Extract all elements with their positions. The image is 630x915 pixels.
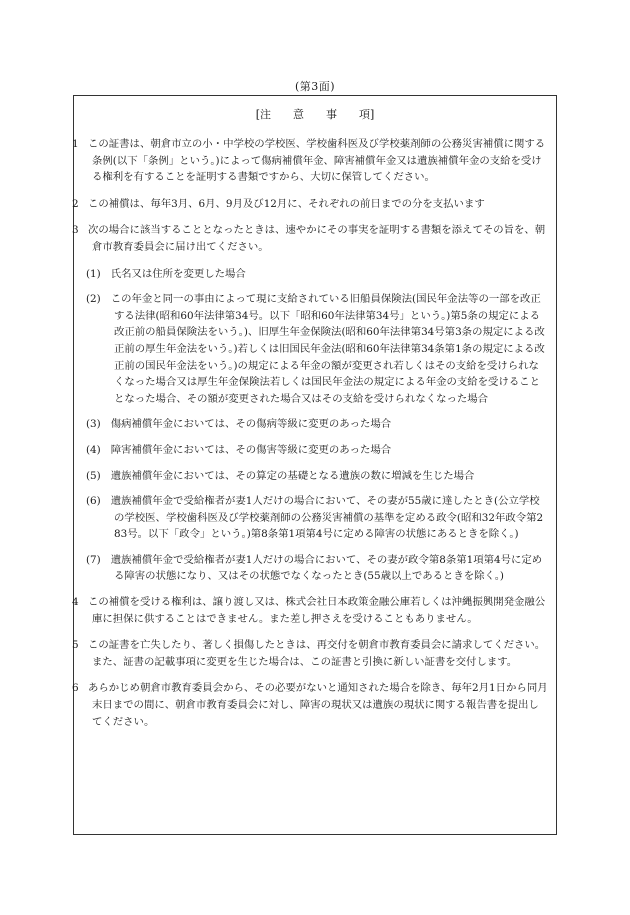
subitem-6 [86,493,548,543]
subitem-text: 遺族補償年金で受給権者が妻1人だけの場合において、その妻が55歳に達したとき(公立学校の学校医、学校歯科医及び学校薬剤師の公務災害補償の基準を定める政令(昭和32年政令第283号。以下「政令」という。)第8条第1項第4号に定める障害の状態にあるときを除く。) [110,495,544,541]
subitem-number: (1) [86,267,101,280]
page-label: (第3面) [294,80,336,93]
subitem-number: (6) [86,495,101,508]
subitem-number: (7) [86,553,101,566]
notice-frame [73,95,557,835]
subitem-text: 障害補償年金においては、その傷害等級に変更のあった場合 [110,443,392,456]
subitem-text: 遺族補償年金においては、その算定の基礎となる遺族の数に増減を生じた場合 [110,469,475,482]
subitem-3 [86,416,548,433]
section-text: この証書は、朝倉市立の小・中学校の学校医、学校歯科医及び学校薬剤師の公務災害補償に関する条例(以下「条例」という。)によって傷病補償年金、障害補償年金又は遺族補償年金の支給を受ける権利を有することを証明する書類ですから、大切に保管してください。 [88,138,546,184]
section-text: 次の場合に該当することとなったときは、速やかにその事実を証明する書類を添えてその旨を、朝倉市教育委員会に届け出てください。 [88,224,546,253]
section-text: この補償を受ける権利は、譲り渡し又は、株式会社日本政策金融公庫若しくは沖縄振興開発金融公庫に担保に供することはできません。また差し押さえを受けることもありません。 [88,596,546,625]
section-text: この証書を亡失したり、著しく損傷したときは、再交付を朝倉市教育委員会に請求してください。また、証書の記載事項に変更を生じた場合は、この証書と引換に新しい証書を交付します。 [88,639,546,668]
section-text: あらかじめ朝倉市教育委員会から、その必要がないと通知された場合を除き、毎年2月1日から同月末日までの間に、朝倉市教育委員会に対し、障害の現状又は遺族の現状に関する報告書を提出してください。 [88,682,548,728]
section-4: 4 この補償を受ける権利は、譲り渡し又は、株式会社日本政策金融公庫若しくは沖縄振興開発金融公庫に担保に供することはできません。また差し押さえを受けることもありません。 [72,596,546,625]
subitem-number: (3) [86,418,101,431]
section-3: 3 次の場合に該当することとなったときは、速やかにその事実を証明する書類を添えてその旨を、朝倉市教育委員会に届け出てください。 [72,224,546,253]
section-6: 6 あらかじめ朝倉市教育委員会から、その必要がないと通知された場合を除き、毎年2月1日から同月末日までの間に、朝倉市教育委員会に対し、障害の現状又は遺族の現状に関する報告書を提出してください。 [72,682,548,728]
subitem-text: 氏名又は住所を変更した場合 [110,267,246,280]
section-2: 2 この補償は、毎年3月、6月、9月及び12月に、それぞれの前日までの分を支払います [72,197,485,210]
subitem-5 [86,468,548,485]
section-text: この補償は、毎年3月、6月、9月及び12月に、それぞれの前日までの分を支払います [88,197,485,210]
subitem-number: (5) [86,469,101,482]
subitem-text: この年金と同一の事由によって現に支給されている旧船員保険法(国民年金法等の一部を改正する法律(昭和60年法律第34号。以下「昭和60年法律第34号」という。)第5条の規定による改正前の船員保険法をいう。)、旧厚生年金保険法(昭和60年法律第34号第3条の規定による改正前の厚生年金法をいう。)若しくは旧国民年金法(昭和60年法律第34条第1条の規定による改正前の国民年金法をいう。)の規定による年金の額が変更され若しくはその支給を受けられなくなった場合又は厚生年金保険法若しくは国民年金法の規定による年金の支給を受けることとなった場合、その額が変更された場合又はその支給を受けられなくなった場合 [110,293,545,405]
subitem-2 [86,291,548,407]
subitem-7 [86,552,548,585]
subitem-text: 遺族補償年金で受給権者が妻1人だけの場合において、その妻が政令第8条第1項第4号に定める障害の状態になり、又はその状態でなくなったとき(55歳以上であるときを除く。) [110,553,543,583]
subitem-text: 傷病補償年金においては、その傷病等級に変更のあった場合 [110,418,392,431]
section-1: 1 この証書は、朝倉市立の小・中学校の学校医、学校歯科医及び学校薬剤師の公務災害補償に関する条例(以下「条例」という。)によって傷病補償年金、障害補償年金又は遺族補償年金の支給を受ける権利を有することを証明する書類ですから、大切に保管してください。 [72,138,546,184]
subitem-4 [86,442,548,459]
subitem-number: (2) [86,293,101,306]
notice-heading: [注 意 事 項] [255,108,375,121]
subitem-number: (4) [86,443,101,456]
subitem-1 [86,266,548,283]
section-5: 5 この証書を亡失したり、著しく損傷したときは、再交付を朝倉市教育委員会に請求してください。また、証書の記載事項に変更を生じた場合は、この証書と引換に新しい証書を交付します。 [72,639,546,668]
